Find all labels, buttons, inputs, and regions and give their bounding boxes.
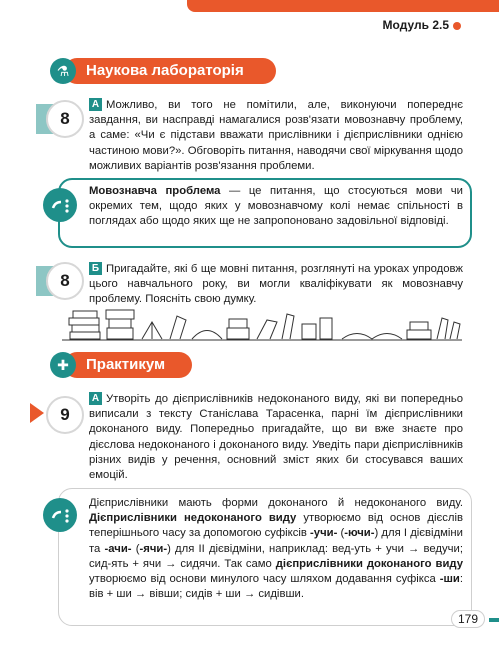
task-text (89, 98, 463, 174)
rule-text-part: утворюємо від основ дієслів теперішнього часу за допомогою суфіксів (89, 512, 463, 540)
suffix: -учи- (310, 527, 338, 540)
definition-text (89, 184, 463, 230)
arrow-marker-icon (30, 403, 44, 423)
task-text (89, 392, 463, 483)
top-accent-bar (187, 0, 499, 12)
task-body: Утворіть до дієприслівників недоконаного виду, які ви попередньо виписали з тексту Станіслава Тарасенка, парні їм дієприслівники доконаного виду. Попередньо пригадайте, що ви вже знаєте про дієслова недоконаного і доконаного виду. Уведіть пари дієприслівників різних видів у речення, основний зміст яких би стосувався ваших емоцій. (89, 393, 463, 482)
page-number: 179 (451, 610, 485, 628)
task-number: 8 (46, 100, 84, 138)
book-info-icon (43, 188, 77, 222)
suffix: -ючи- (344, 527, 375, 540)
module-dot (453, 22, 461, 30)
section-title-lab: Наукова лабораторія (86, 62, 244, 79)
puzzle-icon: ✚ (50, 352, 76, 378)
rule-term-perfective: дієприслівники доконаного виду (275, 557, 463, 570)
page-tab-marker (489, 618, 499, 622)
rule-text-part: утворюємо від основи минулого часу шляхом додавання суфікса (89, 573, 440, 586)
rule-text-part: ( (337, 527, 345, 540)
task-letter-badge: А (89, 98, 102, 111)
task-letter-badge: Б (89, 262, 102, 275)
rule-text-part: ( (131, 542, 140, 555)
section-banner-lab (64, 58, 276, 84)
task-letter-badge: А (89, 392, 102, 405)
section-title-practice: Практикум (86, 356, 166, 373)
rule-intro: Дієприслівники мають форми доконаного й недоконаного виду. (89, 497, 463, 509)
task-body: Пригадайте, які б ще мовні питання, розглянуті на уроках упродовж цього навчального року, ви могли кваліфікувати як мовознавчу проблему. Поясніть свою думку. (89, 263, 463, 306)
module-label: Модуль 2.5 (382, 18, 449, 32)
rule-text-part: : вів + ши → вівши; сидів + ши → сидівши. (89, 573, 463, 601)
book-info-icon-graphic (43, 188, 77, 222)
key-info-icon-graphic (43, 498, 77, 532)
key-info-icon (43, 498, 77, 532)
task-text (89, 262, 463, 308)
definition-term: Мовознавча проблема (89, 185, 221, 197)
definition-body: — це питання, що стосуються мови чи окремих тем, щодо яких у мовознавчому колі немає спільності в поглядах або щодо яких ще не запропоновано задовільної відповіді. (89, 185, 463, 228)
rule-term-imperfective: Дієприслівники недоконаного виду (89, 512, 297, 525)
rule-text-part: ) для І дієвідміни та (89, 527, 463, 555)
suffix: -ши (439, 573, 460, 586)
task-number: 8 (46, 262, 84, 300)
rule-text-part: ) для ІІ дієвідміни, наприклад: вед-уть + учи → ведучи; сид-ять + ячи → сидячи. Так само (89, 542, 463, 570)
section-banner-practice (64, 352, 192, 378)
flask-icon: ⚗ (50, 58, 76, 84)
rule-text (89, 496, 463, 602)
task-body: Можливо, ви того не помітили, але, виконуючи попереднє завдання, ви насправді намагалися розв'язати мовознавчу проблему, а саме: «Чи є підстави вважати прислівники і дієприслівники однією частиною мови?». Обговоріть питання, наводячи свої міркування щодо можливих варіантів розв'язання проблеми. (89, 99, 463, 172)
suffix: -ячи- (139, 542, 168, 555)
task-number: 9 (46, 396, 84, 434)
suffix: -ачи- (104, 542, 132, 555)
books-stack-illustration (62, 302, 462, 342)
